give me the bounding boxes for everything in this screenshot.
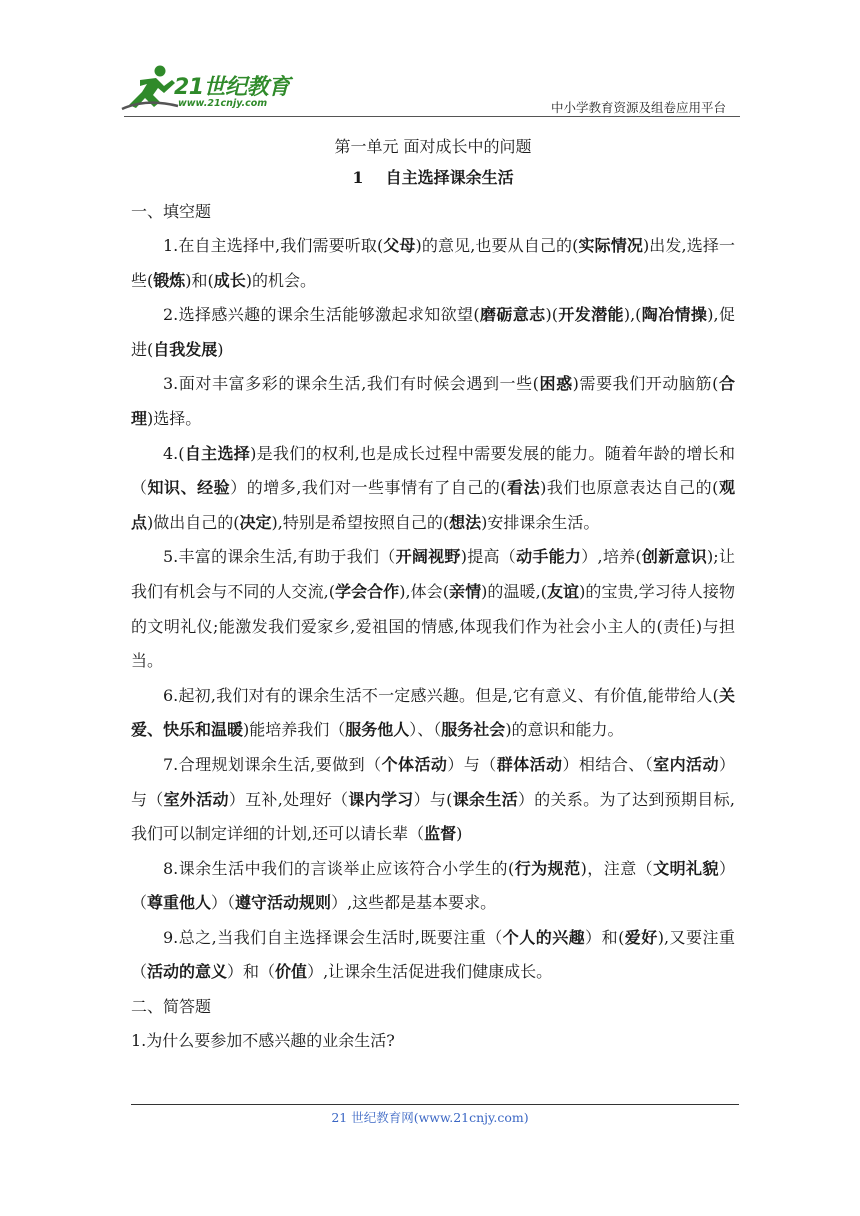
question-text: 8.课余生活中我们的言谈举止应该符合小学生的(	[163, 858, 515, 878]
fill-blank-list	[131, 229, 735, 990]
question-text: ）的关系。为了达到预期目标,我们可以制定详细的计划,还可以请长辈（	[131, 789, 735, 844]
question-text: ),特别是希望按照自己的(	[271, 512, 450, 532]
answer-text: 行为规范	[514, 858, 581, 878]
answer-text: 动手能力	[516, 547, 582, 567]
page-header	[120, 62, 740, 120]
question-text: ）、（	[409, 720, 442, 740]
question-text: )	[456, 824, 463, 844]
footer-divider	[131, 1104, 739, 1105]
answer-text: 成长	[213, 270, 246, 290]
answer-text: 锻炼	[153, 270, 186, 290]
document-body	[131, 133, 735, 1058]
logo-url: www.21cnjy.com	[178, 98, 268, 109]
question-text: ）（	[211, 893, 236, 913]
question-text: )提高（	[460, 547, 517, 567]
question-text: ）相结合、（	[562, 754, 654, 774]
question-text: )需要我们开动脑筋(	[572, 374, 719, 394]
question-text: )(	[545, 305, 558, 325]
answer-text: 磨砺意志	[479, 305, 546, 325]
question-text: )，注意（	[580, 858, 654, 878]
answer-text: 想法	[449, 512, 482, 532]
lesson-name: 自主选择课余生活	[385, 168, 514, 187]
fill-blank-item	[131, 298, 735, 367]
fill-blank-item	[131, 229, 735, 298]
question-text: 2.选择感兴趣的课余生活能够激起求知欲望(	[163, 305, 480, 325]
question-text: ),(	[623, 305, 642, 325]
answer-text: 群体活动	[496, 754, 563, 774]
answer-text: 创新意识	[641, 547, 708, 567]
platform-label: 中小学教育资源及组卷应用平台	[550, 100, 726, 115]
question-text: ）与(	[413, 789, 453, 809]
answer-text: 监督	[424, 824, 457, 844]
question-text: 5.丰富的课余生活,有助于我们（	[163, 547, 396, 567]
answer-text: 陶冶情操	[641, 305, 708, 325]
question-text: )的机会。	[245, 270, 317, 290]
answer-text: 文明礼貌	[653, 858, 719, 878]
runner-logo-icon	[120, 62, 180, 114]
question-text: ）,这些都是基本要求。	[331, 893, 497, 913]
site-logo	[120, 62, 340, 114]
answer-text: 合理	[131, 374, 735, 428]
fill-blank-item	[131, 921, 735, 990]
question-text: )做出自己的(	[147, 512, 240, 532]
question-text: )是我们的权利,也是成长过程中需要发展的能力。随着年龄的增长和（	[131, 443, 735, 498]
question-text: ）和(	[585, 927, 625, 947]
question-text: ）与（	[131, 754, 735, 809]
question-text: )	[217, 339, 224, 359]
fill-blank-item	[131, 540, 735, 678]
question-text: )能培养我们（	[243, 720, 346, 740]
header-divider	[124, 116, 740, 117]
answer-text: 价值	[275, 962, 308, 982]
answer-text: 实际情况	[578, 236, 643, 255]
question-text: )出发,选择一些(	[131, 236, 735, 290]
question-text: )和(	[185, 270, 214, 290]
question-text: )的意见,也要从自己的(	[415, 236, 579, 255]
question-text: 9.总之,当我们自主选择课会生活时,既要注重（	[163, 927, 503, 947]
question-text: ）,让课余生活促进我们健康成长。	[307, 962, 553, 982]
fill-blank-item	[131, 437, 735, 541]
answer-text: 尊重他人	[147, 893, 212, 913]
section-heading-short-answer: 二、简答题	[131, 997, 212, 1017]
answer-text: 爱好	[624, 927, 658, 947]
answer-text: 服务他人	[345, 720, 410, 740]
question-text: )的宝贵,学习待人接物的文明礼仪;能激发我们爱家乡,爱祖国的情感,体现我们作为社会小主人的(责任)与担当。	[131, 581, 735, 671]
answer-text: 课余生活	[452, 789, 518, 809]
answer-text: 服务社会	[441, 720, 506, 740]
answer-text: 室外活动	[163, 789, 229, 809]
answer-text: 关爱、快乐和温暖	[131, 685, 735, 740]
question-text: ),促进(	[131, 305, 735, 359]
short-answer-question: 1.为什么要参加不感兴趣的业余生活?	[131, 1031, 395, 1051]
section-heading-fill-blank: 一、填空题	[131, 202, 212, 221]
question-text: ）互补,处理好（	[228, 789, 349, 809]
question-text: ）,培养(	[581, 547, 642, 567]
lesson-number: 1	[352, 168, 364, 187]
footer-link[interactable]: 21 世纪教育网(www.21cnjy.com)	[331, 1110, 529, 1125]
question-text: ）的增多,我们对一些事情有了自己的(	[230, 478, 507, 498]
fill-blank-item	[131, 852, 735, 921]
answer-text: 看法	[506, 478, 541, 498]
answer-text: 亲情	[448, 581, 482, 601]
answer-text: 活动的意义	[147, 962, 228, 982]
logo-text: 21世纪教育	[174, 75, 290, 100]
question-text: ),又要注重（	[131, 927, 735, 982]
question-text: )的意识和能力。	[505, 720, 624, 740]
question-text: )安排课余生活。	[481, 512, 600, 532]
question-text: )选择。	[147, 408, 202, 428]
fill-blank-item	[131, 748, 735, 852]
answer-text: 父母	[383, 236, 416, 255]
question-text: ）和（	[227, 962, 276, 982]
question-text: ）与（	[447, 754, 497, 774]
question-text: 3.面对丰富多彩的课余生活,我们有时候会遇到一些(	[163, 374, 539, 394]
fill-blank-item	[131, 367, 735, 436]
answer-text: 困惑	[538, 374, 573, 394]
unit-title: 第一单元 面对成长中的问题	[334, 137, 532, 156]
answer-text: 遵守活动规则	[235, 893, 332, 913]
answer-text: 开发潜能	[557, 305, 624, 325]
answer-text: 个体活动	[381, 754, 448, 774]
answer-text: 观点	[131, 478, 735, 532]
answer-text: 知识、经验	[147, 478, 231, 498]
question-text: 4.(	[163, 443, 185, 463]
question-text: ),体会(	[399, 581, 449, 601]
answer-text: 室内活动	[653, 754, 719, 774]
answer-text: 友谊	[546, 581, 580, 601]
question-text: 6.起初,我们对有的课余生活不一定感兴趣。但是,它有意义、有价值,能带给人(	[163, 685, 719, 705]
answer-text: 学会合作	[334, 581, 400, 601]
question-text: )的温暖,(	[481, 581, 547, 601]
lesson-title	[131, 161, 735, 195]
question-text: );让我们有机会与不同的人交流,(	[131, 547, 735, 601]
answer-text: 自主选择	[184, 443, 251, 463]
fill-blank-item	[131, 679, 735, 748]
answer-text: 个人的兴趣	[502, 927, 586, 947]
answer-text: 自我发展	[153, 339, 218, 359]
question-text: 1.在自主选择中,我们需要听取(	[163, 236, 384, 255]
answer-text: 课内学习	[348, 789, 414, 809]
question-text: )我们也原意表达自己的(	[540, 478, 719, 498]
question-text: ）（	[131, 858, 735, 913]
answer-text: 开阔视野	[395, 547, 461, 567]
question-text: 7.合理规划课余生活,要做到（	[163, 754, 382, 774]
answer-text: 决定	[239, 512, 272, 532]
